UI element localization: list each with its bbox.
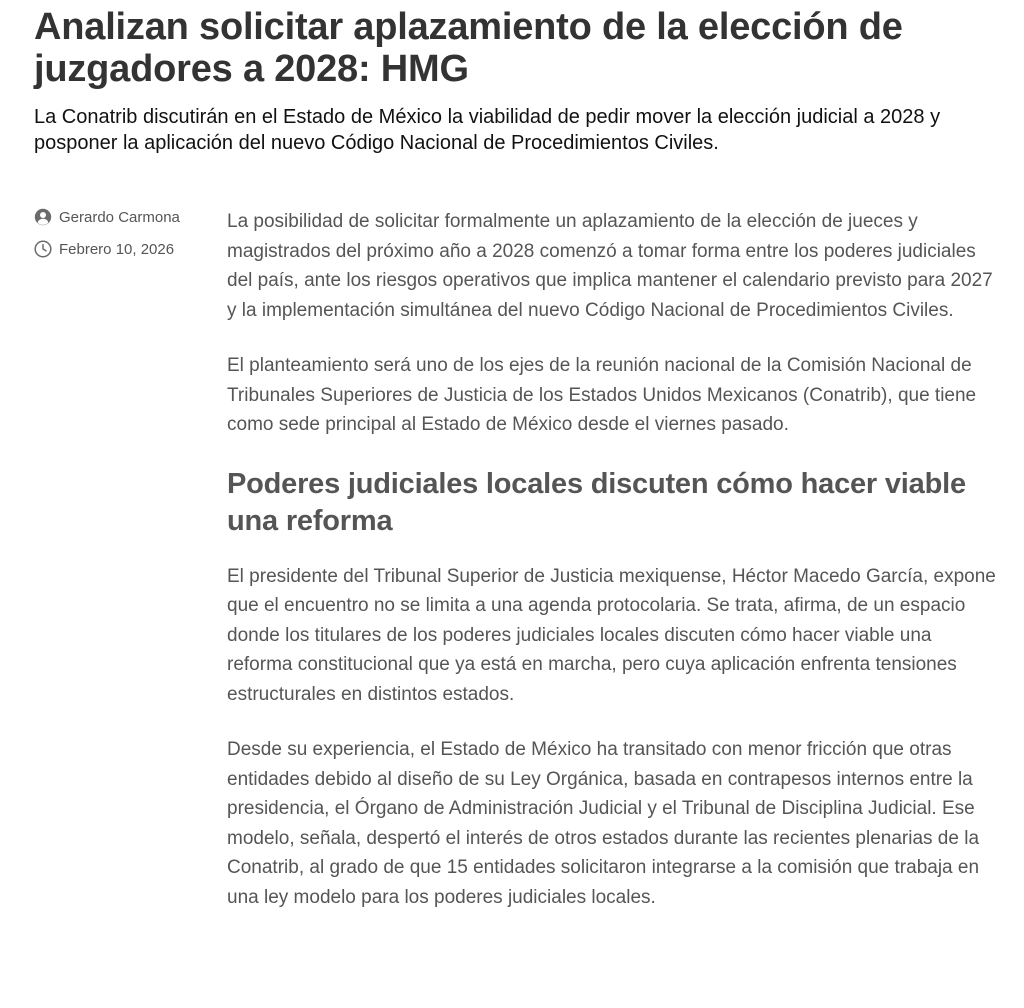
section-subheading: Poderes judiciales locales discuten cómo hacer viable una reforma <box>227 467 966 537</box>
paragraph: La posibilidad de solicitar formalmente un aplazamiento de la elección de jueces y magistrados del próximo año a 2028 comenzó a tomar forma entre los poderes judiciales del país, ante los riesgos operativos que implica mantener el calendario previsto para 2027 y la implementación simultánea del nuevo Código Nacional de Procedimientos Civiles. <box>227 211 993 321</box>
paragraph: El planteamiento será uno de los ejes de la reunión nacional de la Comisión Nacional de Tribunales Superiores de Justicia de los Estados Unidos Mexicanos (Conatrib), que tiene como sede principal al Estado de México desde el viernes pasado. <box>227 355 977 435</box>
article-body <box>227 207 999 938</box>
author-link[interactable]: Gerardo Carmona <box>59 208 180 226</box>
paragraph: El presidente del Tribunal Superior de Justicia mexiquense, Héctor Macedo García, expone que el encuentro no se limita a una agenda protocolaria. Se trata, afirma, de un espacio donde los titulares de los poderes judiciales locales discuten cómo hacer viable una reforma constitucional que ya está en marcha, pero cuya aplicación enfrenta tensiones estructurales en distintos estados. <box>227 565 996 705</box>
article-headline: Analizan solicitar aplazamiento de la elección de juzgadores a 2028: HMG <box>34 6 903 90</box>
paragraph: Desde su experiencia, el Estado de México ha transitado con menor fricción que otras entidades debido al diseño de su Ley Orgánica, basada en contrapesos internos entre la presidencia, el Órgano de Administración Judicial y el Tribunal de Disciplina Judicial. Ese modelo, señala, despertó el interés de otros estados durante las recientes plenarias de la Conatrib, al grado de que 15 entidades solicitaron integrarse a la comisión que trabaja en una ley modelo para los poderes judiciales locales. <box>227 739 980 908</box>
user-circle-icon <box>34 208 52 226</box>
publish-date: Febrero 10, 2026 <box>59 240 175 258</box>
article-meta <box>34 206 214 270</box>
article-subtitle: La Conatrib discutirán en el Estado de México la viabilidad de pedir mover la elección judicial a 2028 y posponer la aplicación del nuevo Código Nacional de Procedimientos Civiles. <box>34 106 941 154</box>
clock-icon <box>34 240 52 258</box>
date-row <box>34 238 214 260</box>
author-row <box>34 206 214 228</box>
